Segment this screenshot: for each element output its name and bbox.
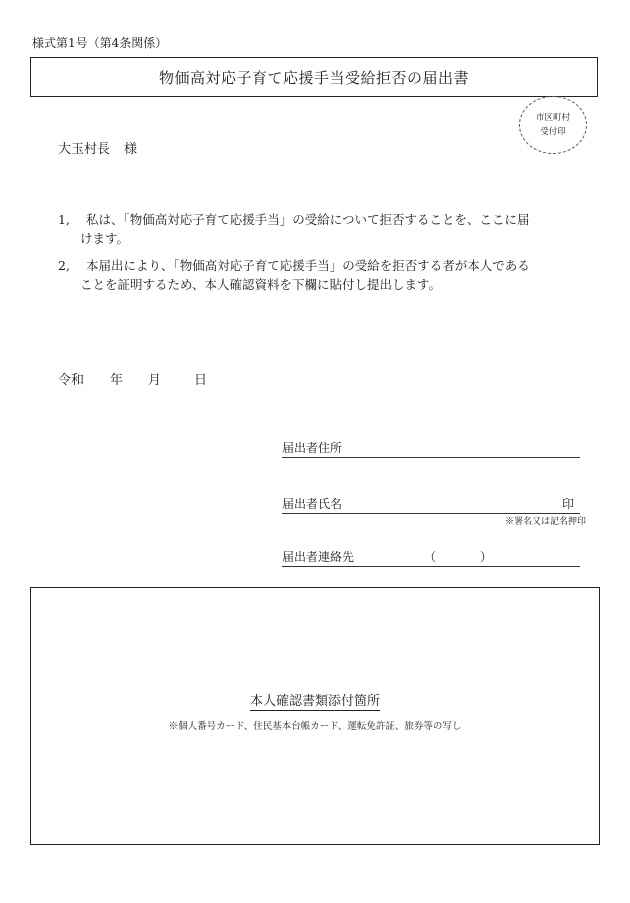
item-number: 1, (58, 212, 70, 227)
item-number: 2, (58, 258, 70, 273)
date-month: 月 (148, 373, 162, 388)
signature-note: ※署名又は記名押印 (505, 517, 587, 527)
attachment-title (30, 690, 600, 709)
applicant-address-field[interactable] (282, 441, 580, 458)
document-title: 物価高対応子育て応援手当受給拒否の届出書 (158, 68, 469, 87)
contact-open-paren: （ (424, 550, 437, 564)
applicant-name-field[interactable] (282, 497, 580, 514)
date-line (58, 369, 207, 388)
statement-item-1 (58, 210, 588, 248)
statement-item-2 (58, 256, 588, 294)
item-text-line2: けます。 (80, 231, 130, 246)
document-title-box (30, 57, 598, 97)
stamp-label-line1: 市区町村 (535, 113, 570, 123)
applicant-contact-label: 届出者連絡先 (282, 550, 355, 564)
form-number: 様式第1号（第4条関係） (32, 36, 168, 50)
item-text-line1: 私は、「物価高対応子育て応援手当」の受給について拒否することを、ここに届 (86, 212, 530, 227)
addressee-name: 大玉村長 (58, 142, 111, 157)
attachment-title-text: 本人確認書類添付箇所 (249, 694, 380, 709)
applicant-address-label: 届出者住所 (282, 441, 343, 455)
addressee-honorific: 様 (124, 142, 138, 157)
reception-stamp-area (519, 96, 587, 154)
applicant-contact-field[interactable] (282, 550, 580, 567)
date-day: 日 (194, 373, 208, 388)
seal-mark: 印 (561, 497, 574, 511)
id-document-attachment-area (30, 587, 600, 845)
stamp-label-line2: 受付印 (540, 127, 566, 137)
item-text-line2: ことを証明するため、本人確認資料を下欄に貼付し提出します。 (80, 277, 442, 292)
item-text-line1: 本届出により、「物価高対応子育て応援手当」の受給を拒否する者が本人である (86, 258, 530, 273)
applicant-name-label: 届出者氏名 (282, 497, 343, 511)
addressee (58, 138, 137, 157)
attachment-note: ※個人番号カード、住民基本台帳カード、運転免許証、旅券等の写し (168, 721, 462, 732)
date-year: 年 (110, 373, 124, 388)
contact-close-paren: ） (480, 550, 493, 564)
date-era: 令和 (58, 373, 85, 388)
